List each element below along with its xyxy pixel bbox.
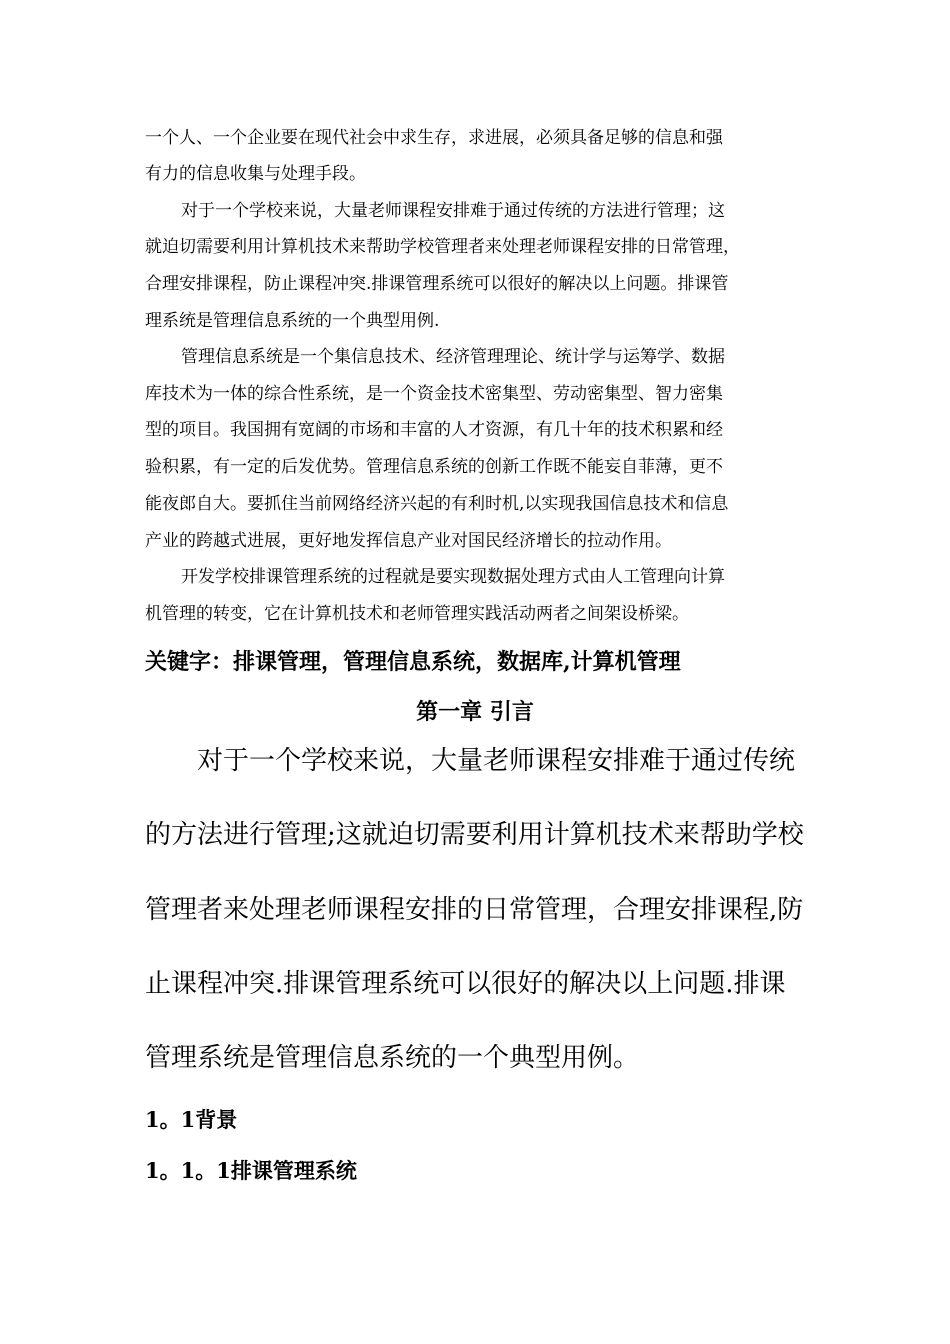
intro-line-2: 的方法进行管理;这就迫切需要利用计算机技术来帮助学校 xyxy=(145,820,804,850)
abstract-p3-line-2: 库技术为一体的综合性系统，是一个资金技术密集型、劳动密集型、智力密集 xyxy=(145,384,723,404)
abstract-p3-line-6: 产业的跨越式进展，更好地发挥信息产业对国民经济增长的拉动作用。 xyxy=(145,531,672,551)
abstract-p3-line-5: 能夜郎自大。要抓住当前网络经济兴起的有利时机,以实现我国信息技术和信息 xyxy=(145,494,729,514)
abstract-p2-line-3: 合理安排课程，防止课程冲突.排课管理系统可以很好的解决以上问题。排课管 xyxy=(145,274,729,294)
abstract-p1-line-2: 有力的信息收集与处理手段。 xyxy=(145,164,366,184)
abstract-p4-line-2: 机管理的转变，它在计算机技术和老师管理实践活动两者之间架设桥梁。 xyxy=(145,604,689,624)
abstract-p3-line-1: 管理信息系统是一个集信息技术、经济管理理论、统计学与运筹学、数据 xyxy=(181,347,725,367)
intro-line-1: 对于一个学校来说，大量老师课程安排难于通过传统 xyxy=(197,746,796,776)
section-heading-1-1-1: 1。1。1排课管理系统 xyxy=(145,1158,357,1183)
chapter-title: 第一章 引言 xyxy=(416,699,534,725)
abstract-p2-line-4: 理系统是管理信息系统的一个典型用例. xyxy=(145,311,440,331)
abstract-p2-line-1: 对于一个学校来说，大量老师课程安排难于通过传统的方法进行管理；这 xyxy=(181,201,725,221)
abstract-p3-line-4: 验积累，有一定的后发优势。管理信息系统的创新工作既不能妄自菲薄，更不 xyxy=(145,457,723,477)
section-heading-1-1: 1。1背景 xyxy=(145,1107,238,1132)
abstract-p4-line-1: 开发学校排课管理系统的过程就是要实现数据处理方式由人工管理向计算 xyxy=(181,567,725,587)
intro-line-5: 管理系统是管理信息系统的一个典型用例。 xyxy=(145,1043,640,1073)
abstract-p3-line-3: 型的项目。我国拥有宽阔的市场和丰富的人才资源，有几十年的技术积累和经 xyxy=(145,420,723,440)
keywords-line: 关键字：排课管理，管理信息系统，数据库,计算机管理 xyxy=(145,649,681,675)
intro-line-4: 止课程冲突.排课管理系统可以很好的解决以上问题.排课 xyxy=(145,969,786,999)
intro-line-3: 管理者来处理老师课程安排的日常管理，合理安排课程,防 xyxy=(145,895,804,925)
abstract-p1-line-1: 一个人、一个企业要在现代社会中求生存，求进展，必须具备足够的信息和强 xyxy=(145,128,723,148)
abstract-p2-line-2: 就迫切需要利用计算机技术来帮助学校管理者来处理老师课程安排的日常管理， xyxy=(145,237,740,257)
